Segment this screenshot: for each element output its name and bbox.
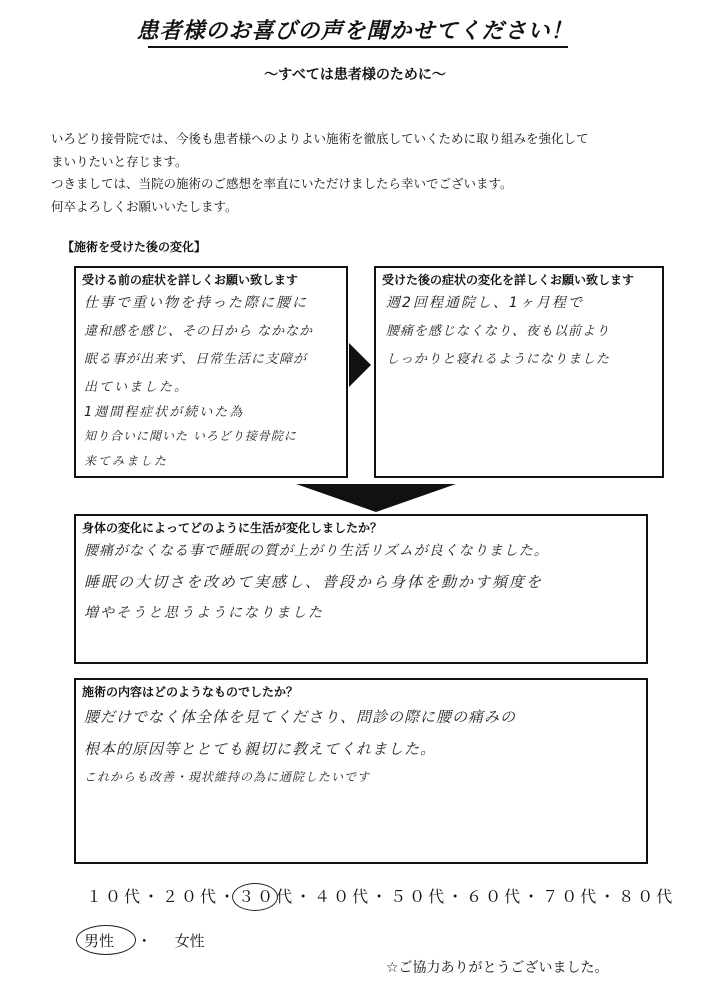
selection-circle-icon <box>76 925 136 955</box>
handwritten-line: これからも改善・現状維持の為に通院したいです <box>84 770 371 784</box>
handwritten-line: 腰痛を感じなくなり、夜も以前より <box>386 324 611 339</box>
handwritten-line: 仕事で重い物を持った際に腰に <box>84 295 308 311</box>
age-options <box>86 884 675 907</box>
handwritten-line: 増やそうと思うようになりました <box>84 605 324 621</box>
handwritten-line: 週2回程通院し、1ヶ月程で <box>386 295 584 311</box>
arrow-down-icon <box>296 484 456 512</box>
intro-line: いろどり接骨院では、今後も患者様へのよりよい施術を徹底していくために取り組みを強化して <box>51 131 589 146</box>
handwritten-line: 知り合いに聞いた いろどり接骨院に <box>84 429 297 443</box>
after-symptoms-label: 受けた後の症状の変化を詳しくお願い致します <box>382 273 635 287</box>
handwritten-line: 腰だけでなく体全体を見てくださり、問診の際に腰の痛みの <box>84 708 517 726</box>
handwritten-line: 違和感を感じ、その日から なかなか <box>84 324 314 339</box>
section-label: 【施術を受けた後の変化】 <box>62 240 207 254</box>
separator: ・ <box>447 887 467 906</box>
treatment-label: 施術の内容はどのようなものでしたか？ <box>82 685 299 699</box>
gender-options <box>84 930 205 951</box>
separator: ・ <box>371 887 391 906</box>
thanks-message: ☆ご協力ありがとうございました。 <box>386 960 609 976</box>
age-option-label: ３０代 <box>238 887 296 906</box>
gender-option-female[interactable]: 女性 <box>174 932 205 950</box>
handwritten-line: 眠る事が出来ず、日常生活に支障が <box>84 352 307 367</box>
life-change-box[interactable] <box>74 514 648 664</box>
age-option[interactable]: ５０代 <box>390 887 448 906</box>
intro-line: まいりたいと存じます。 <box>51 153 188 169</box>
age-option[interactable]: ４０代 <box>314 887 372 906</box>
separator: ・ <box>219 887 239 906</box>
handwritten-line: 睡眠の大切さを改めて実感し、普段から身体を動かす頻度を <box>84 573 544 591</box>
before-symptoms-box[interactable] <box>74 266 348 478</box>
handwritten-line: 根本的原因等ととても親切に教えてくれました。 <box>84 740 437 758</box>
handwritten-line: 来てみました <box>84 454 169 468</box>
handwritten-line: 出ていました。 <box>84 380 190 395</box>
separator: ・ <box>136 932 152 950</box>
page-subtitle: ～すべては患者様のために～ <box>264 67 446 83</box>
separator: ・ <box>599 887 619 906</box>
page-title: 患者様のお喜びの声を聞かせてください！ <box>136 19 574 44</box>
arrow-right-icon <box>349 343 371 387</box>
selection-circle-icon <box>232 883 278 911</box>
handwritten-line: 腰痛がなくなる事で睡眠の質が上がり生活リズムが良くなりました。 <box>84 543 549 559</box>
intro-line: つきましては、当院の施術のご感想を率直にいただけましたら幸いでございます。 <box>51 176 513 191</box>
gender-option-male[interactable] <box>84 930 114 951</box>
life-change-label: 身体の変化によってどのように生活が変化しましたか？ <box>82 521 383 535</box>
age-option[interactable]: １０代 <box>86 887 144 906</box>
age-option-selected[interactable] <box>238 887 295 906</box>
treatment-box[interactable] <box>74 678 648 864</box>
before-symptoms-label: 受ける前の症状を詳しくお願い致します <box>82 273 299 287</box>
age-option[interactable]: ６０代 <box>466 887 524 906</box>
title-underline <box>148 46 568 48</box>
intro-text <box>51 128 671 218</box>
age-option[interactable]: ８０代 <box>618 887 676 906</box>
after-symptoms-box[interactable] <box>374 266 664 478</box>
handwritten-line: しっかりと寝れるようになりました <box>386 352 611 367</box>
separator: ・ <box>143 887 163 906</box>
handwritten-line: 1週間程症状が続いた為 <box>84 405 245 420</box>
intro-line: 何卒よろしくお願いいたします。 <box>51 198 238 214</box>
age-option[interactable]: ２０代 <box>162 887 220 906</box>
age-option[interactable]: ７０代 <box>542 887 600 906</box>
separator: ・ <box>295 887 315 906</box>
separator: ・ <box>523 887 543 906</box>
gender-male-label: 男性 <box>84 932 115 950</box>
